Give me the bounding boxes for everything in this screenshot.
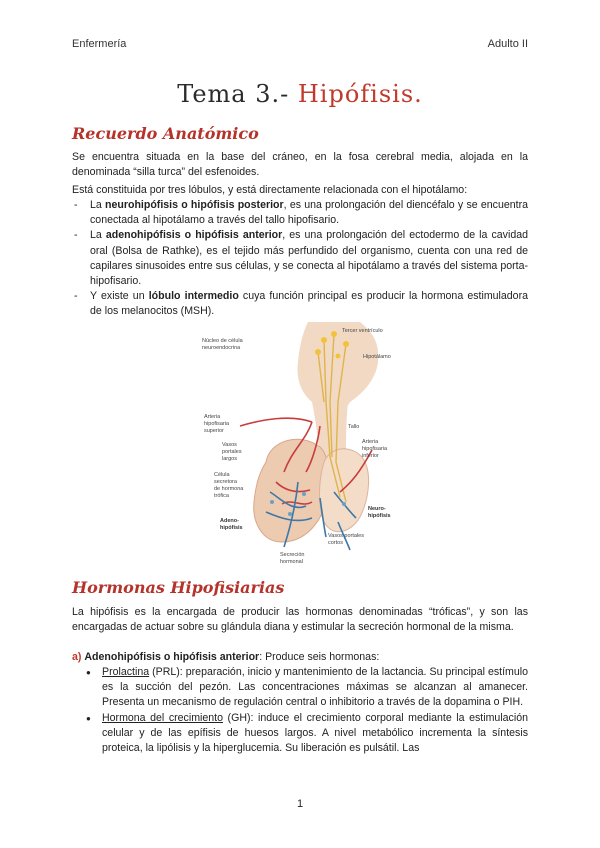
label-hipotalamo: Hipotálamo <box>363 354 391 360</box>
label-secrecion-2: hormonal <box>280 559 303 565</box>
item-title: Adenohipófisis o hipófisis anterior <box>84 651 260 663</box>
title-prefix: Tema 3.- <box>177 80 298 108</box>
label-celula-2: secretora <box>214 479 237 485</box>
label-celula-3: de hormona <box>214 486 244 492</box>
label-neuro-1: Neuro- <box>368 506 386 512</box>
label-arteria-sup-2: hipofisaria <box>204 421 230 427</box>
label-arteria-sup-3: superior <box>204 428 224 434</box>
page-title <box>0 80 600 108</box>
label-neuro-2: hipófisis <box>368 513 391 519</box>
label-arteria-inf-1: Arteria <box>362 439 379 445</box>
anatomy-paragraph-1: Se encuentra situada en la base del cráneo, en la fosa cerebral media, alojada en la denominada “silla turca” del esfenoides. <box>72 151 528 179</box>
list-item: - Y existe un lóbulo intermedio cuya función principal es producir la hormona estimuladora de los melanocitos (MSH). <box>72 289 528 319</box>
label-arteria-inf-3: inferior <box>362 453 379 459</box>
label-celula-4: trófica <box>214 493 229 499</box>
section-heading-anatomy: Recuerdo Anatómico <box>72 124 259 143</box>
anatomy-paragraph-2: Está constituida por tres lóbulos, y está directamente relacionada con el hipotálamo: <box>72 184 468 196</box>
hormones-paragraph-1: La hipófisis es la encargada de producir las hormonas denominadas “tróficas”, y son las encargadas de actuar sobre su glándula diana y estimular la secreción hormonal de la misma. <box>72 606 528 634</box>
list-item: - La adenohipófisis o hipófisis anterior, es una prolongación del ectodermo de la cavidad oral (Bolsa de Rathke), es el tejido más perfundido del organismo, cuenta con una red de capilares sinusoides entre sus células, y se conecta al hipotálamo a través del sistema porta-hipofisario. <box>72 228 528 289</box>
label-nucleo-2: neuroendocrina <box>202 345 241 351</box>
label-vasos-1: Vasos <box>222 442 237 448</box>
label-secrecion-1: Secreción <box>280 552 305 558</box>
section-heading-hormones: Hormonas Hipofisiarias <box>72 578 285 597</box>
label-arteria-inf-2: hipofisaria <box>362 446 388 452</box>
header-course: Enfermería <box>72 38 127 50</box>
title-accent: Hipófisis. <box>297 80 423 108</box>
label-adeno-1: Adeno- <box>220 518 239 524</box>
hormone-list <box>72 665 528 756</box>
label-tallo: Tallo <box>348 424 360 430</box>
item-letter: a) <box>72 651 82 663</box>
label-vasos-cortos-1: Vasos portales <box>328 533 364 539</box>
list-item: ● Hormona del crecimiento (GH): induce el crecimiento corporal mediante la estimulación celular y de las epífisis de huesos largos. A nivel metabólico incrementa la síntesis proteica, la lipólisis y la hiperglucemia. Su liberación es pulsátil. Las <box>72 711 528 757</box>
label-adeno-2: hipófisis <box>220 525 243 531</box>
header-level: Adulto II <box>487 38 528 50</box>
adenohypophysis-item <box>72 650 528 665</box>
lobes-list <box>72 198 528 320</box>
item-post: : Produce seis hormonas: <box>259 651 380 663</box>
label-arteria-sup-1: Arteria <box>204 414 221 420</box>
list-item: - La neurohipófisis o hipófisis posterior, es una prolongación del diencéfalo y se encuentra conectada al hipotálamo a través del tallo hipofisario. <box>72 198 528 228</box>
list-item: ● Prolactina (PRL): preparación, inicio y mantenimiento de la lactancia. Su principal estímulo es la succión del pezón. Las concentraciones máximas se alcanzan al amanecer. Presenta un mecanismo de regulación central o inhibitorio a través de la dopamina o PIH. <box>72 665 528 711</box>
label-vasos-3: largos <box>222 456 237 462</box>
label-nucleo-1: Núcleo de célula <box>202 338 243 344</box>
page-number: 1 <box>296 798 304 810</box>
pituitary-diagram <box>200 322 400 572</box>
label-vasos-2: portales <box>222 449 242 455</box>
label-vasos-cortos-2: cortos <box>328 540 343 546</box>
label-celula-1: Célula <box>214 472 230 478</box>
label-tercer-ventriculo: Tercer ventrículo <box>342 328 383 334</box>
